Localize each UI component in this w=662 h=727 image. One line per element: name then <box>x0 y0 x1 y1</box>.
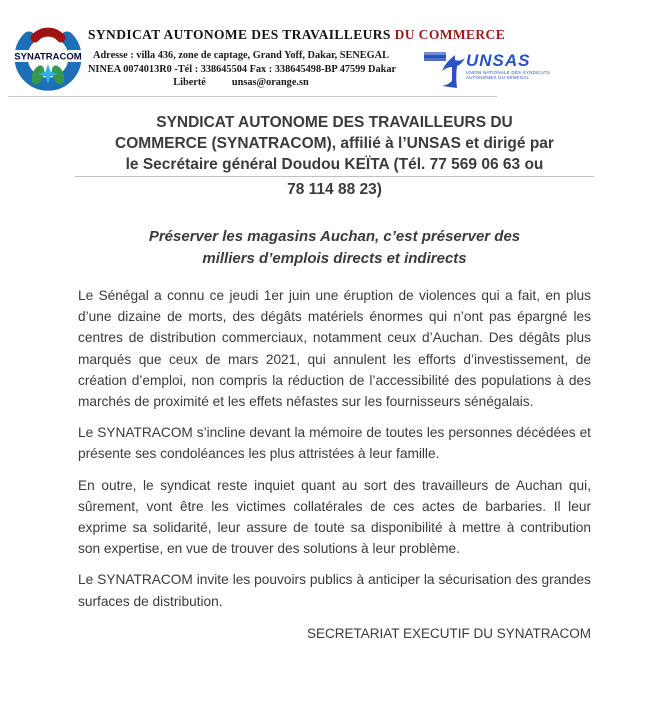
body-paragraph-3: En outre, le syndicat reste inquiet quant au sort des travailleurs de Auchan qui, sûrement, vont être les victimes collatérales de ces actes de barbaries. Il leur exprime sa solidarité, leur assure de toute sa disponibilité à mettre à contribution son expertise, en vue de trouver des solutions à leur problème. <box>78 477 591 557</box>
org-title-black: SYNDICAT AUTONOME DES TRAVAILLEURS <box>88 27 395 42</box>
document-subtitle-line1: Préserver les magasins Auchan, c’est préserver des <box>148 228 521 245</box>
document-title <box>78 112 591 200</box>
letterhead-address-line1: Adresse : villa 436, zone de captage, Grand Yoff, Dakar, SENEGAL <box>93 50 389 61</box>
letterhead-address-line2: NINEA 0074013R0 -Tél : 338645504 Fax : 338645498-BP 47599 Dakar <box>88 63 397 75</box>
letterhead <box>0 0 662 97</box>
org-title-red: DU COMMERCE <box>394 27 506 42</box>
document-subtitle-line2: milliers d’emplois directs et indirects <box>202 250 467 267</box>
body-paragraph-4: Le SYNATRACOM invite les pouvoirs publics à anticiper la sécurisation des grandes surfaces de distribution. <box>78 572 591 609</box>
body-paragraph-2: Le SYNATRACOM s’incline devant la mémoire de toutes les personnes décédées et présente ses condoléances les plus attristées à leur famille. <box>78 425 591 462</box>
letterhead-divider <box>8 96 497 97</box>
unsas-text-block <box>466 51 550 80</box>
letterhead-liberte: Liberté <box>173 77 206 88</box>
synatracom-logo-label: SYNATRACOM <box>14 51 82 63</box>
document-subtitle <box>78 226 591 270</box>
unsas-logo <box>424 48 550 92</box>
unsas-tagline-line1: UNION NATIONALE DES SYNDICATS <box>466 70 550 75</box>
document-body <box>78 112 591 641</box>
unsas-tagline-line2: AUTONOMES DU SENEGAL <box>466 75 530 80</box>
document-title-line2: COMMERCE (SYNATRACOM), affilié à l’UNSAS et dirigé par <box>115 135 554 152</box>
document-title-line3: le Secrétaire général Doudou KEÏTA (Tél. 77 569 06 63 ou <box>125 156 544 173</box>
title-divider <box>75 176 594 177</box>
letterhead-org-title <box>88 27 506 43</box>
body-paragraphs <box>78 285 591 612</box>
document-title-line1: SYNDICAT AUTONOME DES TRAVAILLEURS DU <box>156 114 513 131</box>
unsas-swoosh-icon <box>440 54 466 90</box>
letterhead-email: unsas@orange.sn <box>231 77 309 88</box>
signature-line: SECRETARIAT EXECUTIF DU SYNATRACOM <box>306 625 591 641</box>
synatracom-logo-icon <box>8 24 88 96</box>
body-paragraph-1: Le Sénégal a connu ce jeudi 1er juin une éruption de violences qui a fait, en plus d’une dizaine de morts, des dégâts matériels énormes qui n’ont pas épargné les centres de distribution commerciaux, notamment ceux d’Auchan. Des dégâts plus marqués que ceux de mars 2021, qui annulent les efforts d’investissement, de création d’emploi, non compris la réduction de l’accessibilité des populations à des marchés de proximité et les effets néfastes sur les fournisseurs sénégalais. <box>78 288 591 410</box>
logo-top-arc <box>35 32 61 38</box>
document-title-line4: 78 114 88 23) <box>287 181 382 198</box>
letterhead-address-line3 <box>88 76 394 90</box>
unsas-logo-label: UNSAS <box>466 51 531 70</box>
letterhead-address-block <box>88 49 397 90</box>
synatracom-logo-svg <box>8 24 88 96</box>
